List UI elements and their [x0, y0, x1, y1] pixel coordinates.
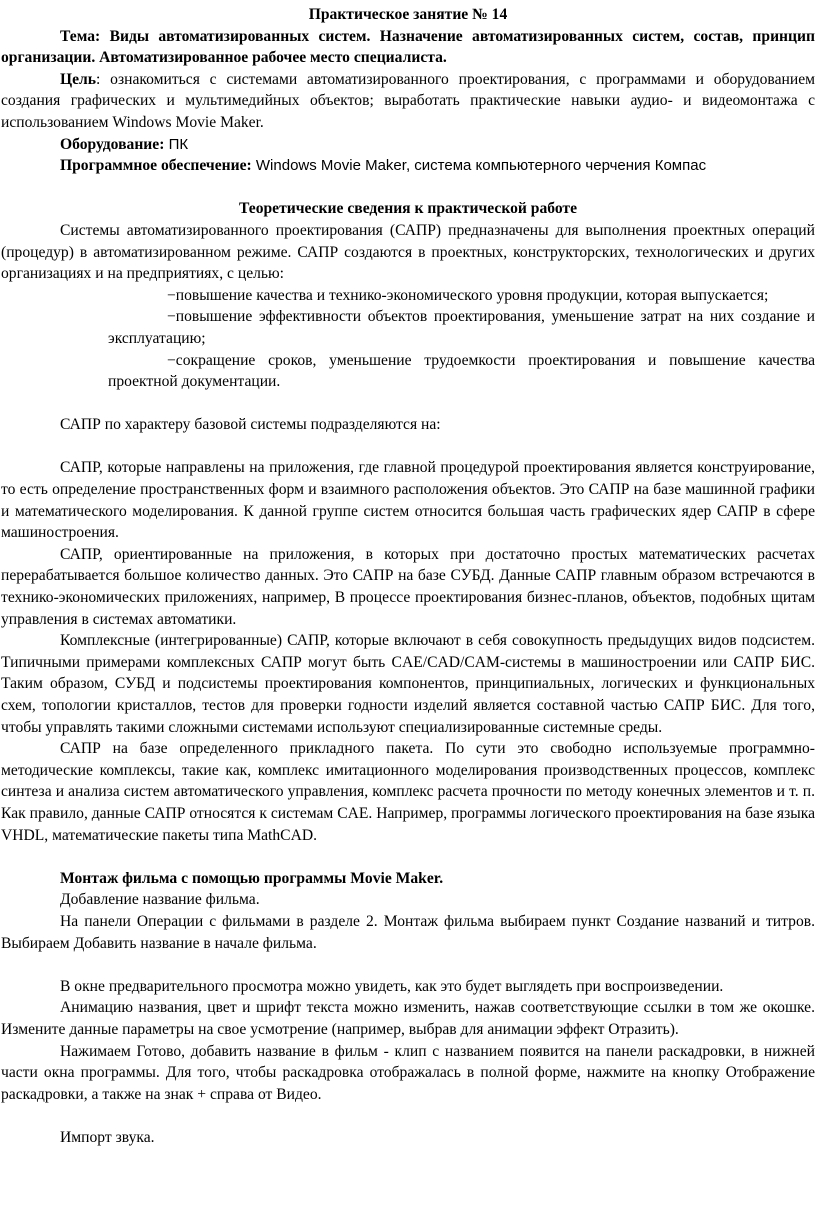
- theory-paragraph: Комплексные (интегрированные) САПР, которые включают в себя совокупность предыдущих видов подсистем. Типичными примерами комплексных САПР могут быть CAE/CAD/CAM-системы в машиностроении или САПР БИС. Таким образом, СУБД и подсистемы проектирования компонентов, принципиальных, логических и функциональных схем, топологии кристаллов, тестов для проверки годности изделий является составной частью САПР БИС. Для того, чтобы управлять такими сложными системами используют специализированные системные среды.: [1, 632, 815, 736]
- spacer: [1, 846, 815, 868]
- montage-paragraph: Анимацию названия, цвет и шрифт текста можно изменить, нажав соответствующие ссылки в том же окошке. Измените данные параметры на свое усмотрение (например, выбрав для анимации эффект Отразить).: [1, 999, 815, 1038]
- equipment-line: [1, 134, 815, 156]
- theory-paragraph: САПР, которые направлены на приложения, где главной процедурой проектирования является конструирование, то есть определение пространственных форм и взаимного расположения объектов. Это САПР на базе машинной графики и математического моделирования. К данной группе систем относится большая часть графических ядер САПР в сфере машиностроения.: [1, 459, 815, 542]
- goal-text: : ознакомиться с системами автоматизированного проектирования, с программами и оборудованием создания графических и мультимедийных объектов; выработать практические навыки аудио- и видеомонтажа с использованием Windows Movie Maker.: [1, 70, 815, 131]
- topic-line: Тема: Виды автоматизированных систем. Назначение автоматизированных систем, состав, принцип организации. Автоматизированное рабочее место специалиста.: [1, 27, 815, 67]
- spacer: [1, 954, 815, 976]
- theory-heading: Теоретические сведения к практической работе: [238, 200, 578, 218]
- theory-paragraph: САПР на базе определенного прикладного пакета. По сути это свободно используемые программно-методические комплексы, такие как, комплекс имитационного моделирования производственных процессов, комплекс синтеза и анализа систем автоматического управления, комплекс расчета прочности по методу конечных элементов и т. п. Как правило, данные САПР относятся к системам CAE. Например, программы логического проектирования на базе языка VHDL, математические пакеты типа MathCAD.: [1, 740, 815, 844]
- montage-heading: Монтаж фильма с помощью программы Movie Maker.: [60, 869, 444, 887]
- theory-intro: Системы автоматизированного проектирования (САПР) предназначены для выполнения проектных операций (процедур) в автоматизированном режиме. САПР создаются в проектных, конструкторских, технологических и других организациях и на предприятиях, с целью:: [1, 221, 815, 283]
- theory-paragraph: САПР, ориентированные на приложения, в которых при достаточно простых математических расчетах перерабатывается большое количество данных. Это САПР на базе СУБД. Данные САПР главным образом встречаются в технико-экономических приложениях, например, В процессе проектирования бизнес-планов, объектов, подобных щитам управления в системах автоматики.: [1, 545, 815, 628]
- import-heading: Импорт звука.: [60, 1128, 155, 1146]
- spacer: [1, 393, 815, 415]
- montage-paragraph: На панели Операции с фильмами в разделе 2. Монтаж фильма выбираем пункт Создание названий и титров. Выбираем Добавить название в начале фильма.: [1, 912, 815, 952]
- spacer: [1, 177, 815, 199]
- software-label: Программное обеспечение:: [60, 157, 252, 175]
- goal-label: Цель: [60, 70, 97, 88]
- equipment-label: Оборудование:: [60, 135, 165, 153]
- montage-paragraph: В окне предварительного просмотра можно увидеть, как это будет выглядеть при воспроизведении.: [60, 977, 724, 995]
- montage-subheading: Добавление название фильма.: [60, 891, 260, 909]
- theory-bullet: −повышение эффективности объектов проектирования, уменьшение затрат на них создание и эксплуатацию;: [108, 308, 815, 347]
- goal-paragraph: [1, 69, 815, 134]
- spacer: [1, 1105, 815, 1127]
- document-title: Практическое занятие № 14: [308, 6, 508, 23]
- theory-bullet: −сокращение сроков, уменьшение трудоемкости проектирования и повышение качества проектной документации.: [108, 351, 815, 391]
- theory-bullet: −повышение качества и технико-экономического уровня продукции, которая выпускается;: [167, 286, 769, 304]
- spacer: [1, 436, 815, 458]
- classification-line: САПР по характеру базовой системы подразделяются на:: [60, 416, 441, 434]
- equipment-text: ПК: [164, 135, 189, 153]
- montage-paragraph: Нажимаем Готово, добавить название в фильм - клип с названием появится на панели раскадровки, в нижней части окна программы. Для того, чтобы раскадровка отображалась в полной форме, нажмите на кнопку Отображение раскадровки, а также на знак + справа от Видео.: [1, 1042, 815, 1103]
- software-line: [1, 155, 815, 177]
- software-text: Windows Movie Maker, система компьютерного черчения Компас: [251, 157, 707, 175]
